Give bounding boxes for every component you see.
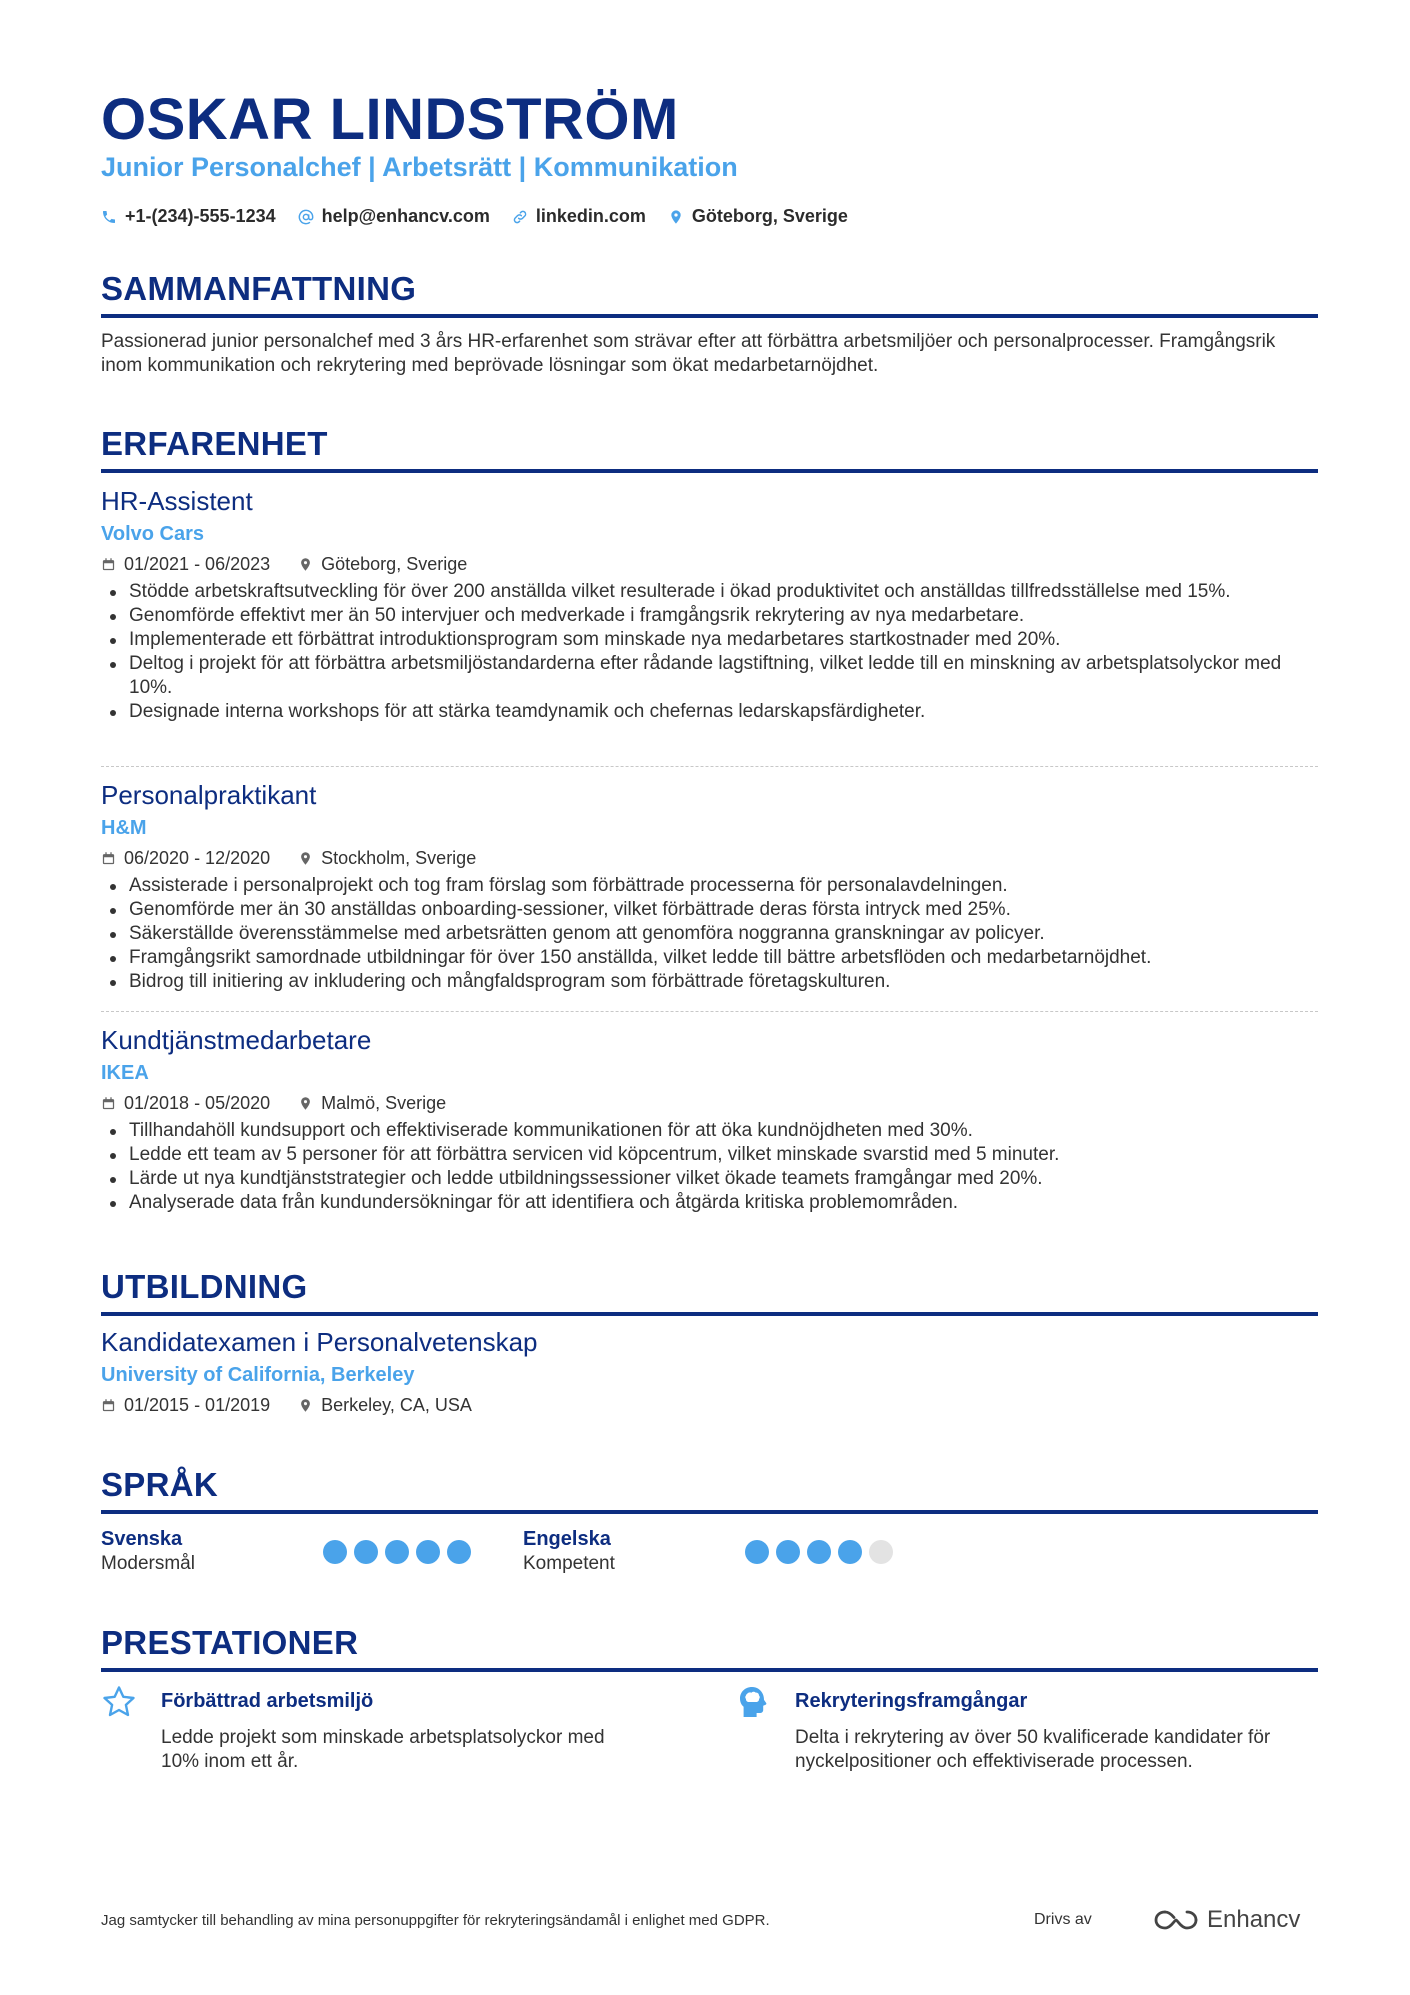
- job-dates-text: 01/2021 - 06/2023: [124, 554, 271, 574]
- link-icon: [512, 209, 528, 225]
- list-item: Genomförde effektivt mer än 50 intervjuer och medverkade i framgångsrik rekrytering av nya medarbetare.: [101, 604, 1318, 628]
- job-location-text: Malmö, Sverige: [321, 1093, 447, 1113]
- job-company[interactable]: IKEA: [101, 1062, 149, 1084]
- head-brain-icon: [735, 1684, 771, 1720]
- gdpr-consent: Jag samtycker till behandling av mina personuppgifter för rekryteringsändamål i enlighet med GDPR.: [101, 1912, 770, 1929]
- achievement-desc: Delta i rekrytering av över 50 kvalificerade kandidater för nyckelpositioner och effektiviserade processen.: [795, 1727, 1271, 1772]
- job-title: Personalpraktikant: [101, 780, 317, 810]
- job-entry: [101, 778, 1318, 994]
- calendar-icon: [101, 851, 116, 866]
- location-pin-icon: [298, 557, 313, 572]
- job-location-text: Göteborg, Sverige: [321, 554, 468, 574]
- rating-dot-filled: [385, 1540, 409, 1564]
- at-icon: [298, 209, 314, 225]
- job-dates-text: 06/2020 - 12/2020: [124, 848, 271, 868]
- location-pin-icon: [298, 1398, 313, 1413]
- achievement-title: Rekryteringsframgångar: [795, 1690, 1028, 1712]
- calendar-icon: [101, 1096, 116, 1111]
- calendar-icon: [101, 557, 116, 572]
- job-title: HR-Assistent: [101, 486, 253, 516]
- language-level: Kompetent: [523, 1553, 615, 1574]
- rating-dot-filled: [807, 1540, 831, 1564]
- candidate-headline: Junior Personalchef | Arbetsrätt | Kommunikation: [101, 152, 738, 182]
- job-bullets: [101, 874, 1318, 994]
- rating-dot-filled: [447, 1540, 471, 1564]
- calendar-icon: [101, 1398, 116, 1413]
- candidate-name: OSKAR LINDSTRÖM: [101, 87, 679, 152]
- job-location-text: Stockholm, Sverige: [321, 848, 477, 868]
- education-entry: [101, 1325, 1318, 1419]
- job-company[interactable]: Volvo Cars: [101, 523, 204, 545]
- language-name: Engelska: [523, 1528, 611, 1550]
- contact-linkedin[interactable]: [512, 206, 646, 227]
- job-dates: [101, 1089, 270, 1117]
- contact-linkedin-text: linkedin.com: [535, 206, 646, 226]
- school-name[interactable]: University of California, Berkeley: [101, 1364, 415, 1386]
- rating-dot-filled: [323, 1540, 347, 1564]
- list-item: Framgångsrikt samordnade utbildningar för över 150 anställda, vilket ledde till bättre arbetsflöden och medarbetarnöjdhet.: [101, 946, 1318, 970]
- contact-bar: [101, 206, 848, 227]
- star-icon: [101, 1684, 137, 1720]
- language-level: Modersmål: [101, 1553, 195, 1574]
- list-item: Säkerställde överensstämmelse med arbetsrätten genom att genomföra noggranna granskningar av policyer.: [101, 922, 1318, 946]
- contact-phone-text: +1-(234)-555-1234: [125, 206, 276, 226]
- job-bullets: [101, 580, 1318, 724]
- rating-dot-filled: [776, 1540, 800, 1564]
- language-name: Svenska: [101, 1528, 183, 1550]
- list-item: Assisterade i personalprojekt och tog fram förslag som förbättrade processerna för personalavdelningen.: [101, 874, 1318, 898]
- list-item: Ledde ett team av 5 personer för att förbättra servicen vid köpcentrum, vilket minskade svarstid med 5 minuter.: [101, 1143, 1318, 1167]
- list-item: Lärde ut nya kundtjänststrategier och ledde utbildningssessioner vilket ökade teamets framgångar med 20%.: [101, 1167, 1318, 1191]
- achievement-desc: Ledde projekt som minskade arbetsplatsolyckor med 10% inom ett år.: [161, 1727, 605, 1772]
- job-entry: [101, 1023, 1318, 1215]
- contact-location: [668, 206, 848, 227]
- language-item: [523, 1526, 615, 1576]
- list-item: Genomförde mer än 30 anställdas onboarding-sessioner, vilket förbättrade deras första intryck med 25%.: [101, 898, 1318, 922]
- list-item: Designade interna workshops för att stärka teamdynamik och chefernas ledarskapsfärdigheter.: [101, 700, 1318, 724]
- phone-icon: [101, 209, 117, 225]
- list-item: Deltog i projekt för att förbättra arbetsmiljöstandarderna efter rådande lagstiftning, vilket ledde till en minskning av arbetsplatsolyckor med 10%.: [101, 652, 1318, 700]
- degree-title: Kandidatexamen i Personalvetenskap: [101, 1327, 538, 1357]
- achievement-item: [101, 1684, 641, 1774]
- contact-email[interactable]: [298, 206, 490, 227]
- language-rating: [745, 1540, 893, 1564]
- experience-heading: ERFARENHET: [101, 425, 1318, 473]
- job-company[interactable]: H&M: [101, 817, 147, 839]
- brand-name: Enhancv: [1207, 1906, 1301, 1933]
- achievement-title: Förbättrad arbetsmiljö: [161, 1690, 374, 1712]
- language-rating: [323, 1540, 471, 1564]
- education-dates-text: 01/2015 - 01/2019: [124, 1395, 271, 1415]
- job-location: [298, 1089, 446, 1117]
- languages-heading: SPRÅK: [101, 1466, 1318, 1514]
- location-pin-icon: [668, 209, 684, 225]
- job-title: Kundtjänstmedarbetare: [101, 1025, 372, 1055]
- infinity-logo-icon: [1153, 1908, 1199, 1932]
- summary-text: Passionerad junior personalchef med 3 års HR-erfarenhet som strävar efter att förbättra arbetsmiljöer och personalprocesser. Framgångsrik inom kommunikation och rekrytering med beprövade lösningar som ökat medarbetarnöjdhet.: [101, 331, 1276, 376]
- education-location: [298, 1391, 472, 1419]
- list-item: Stödde arbetskraftsutveckling för över 200 anställda vilket resulterade i ökad produktivitet och anställdas tillfredsställelse med 15%.: [101, 580, 1318, 604]
- job-entry: [101, 484, 1318, 724]
- job-dates-text: 01/2018 - 05/2020: [124, 1093, 271, 1113]
- education-location-text: Berkeley, CA, USA: [321, 1395, 472, 1415]
- location-pin-icon: [298, 851, 313, 866]
- location-pin-icon: [298, 1096, 313, 1111]
- education-meta: [101, 1391, 1318, 1419]
- entry-divider: [101, 1011, 1318, 1012]
- education-heading: UTBILDNING: [101, 1268, 1318, 1316]
- rating-dot-filled: [745, 1540, 769, 1564]
- enhancv-logo[interactable]: [1153, 1906, 1300, 1934]
- job-location: [298, 550, 467, 578]
- job-dates: [101, 844, 270, 872]
- achievements-heading: PRESTATIONER: [101, 1624, 1318, 1672]
- contact-email-text: help@enhancv.com: [321, 206, 490, 226]
- rating-dot-filled: [416, 1540, 440, 1564]
- job-bullets: [101, 1119, 1318, 1215]
- list-item: Implementerade ett förbättrat introduktionsprogram som minskade nya medarbetares startkostnader med 20%.: [101, 628, 1318, 652]
- powered-by-label: Drivs av: [1034, 1911, 1092, 1928]
- job-dates: [101, 550, 270, 578]
- summary-heading: SAMMANFATTNING: [101, 270, 1318, 318]
- language-item: [101, 1526, 195, 1576]
- job-meta: [101, 550, 1318, 578]
- list-item: Analyserade data från kundundersökningar för att identifiera och åtgärda kritiska problemområden.: [101, 1191, 1318, 1215]
- rating-dot-filled: [354, 1540, 378, 1564]
- rating-dot-empty: [869, 1540, 893, 1564]
- achievement-item: [735, 1684, 1275, 1774]
- job-location: [298, 844, 476, 872]
- education-dates: [101, 1391, 270, 1419]
- contact-phone[interactable]: [101, 206, 276, 227]
- contact-location-text: Göteborg, Sverige: [691, 206, 848, 226]
- job-meta: [101, 844, 1318, 872]
- job-meta: [101, 1089, 1318, 1117]
- list-item: Bidrog till initiering av inkludering och mångfaldsprogram som förbättrade företagskulturen.: [101, 970, 1318, 994]
- list-item: Tillhandahöll kundsupport och effektiviserade kommunikationen för att öka kundnöjdheten med 30%.: [101, 1119, 1318, 1143]
- entry-divider: [101, 766, 1318, 767]
- rating-dot-filled: [838, 1540, 862, 1564]
